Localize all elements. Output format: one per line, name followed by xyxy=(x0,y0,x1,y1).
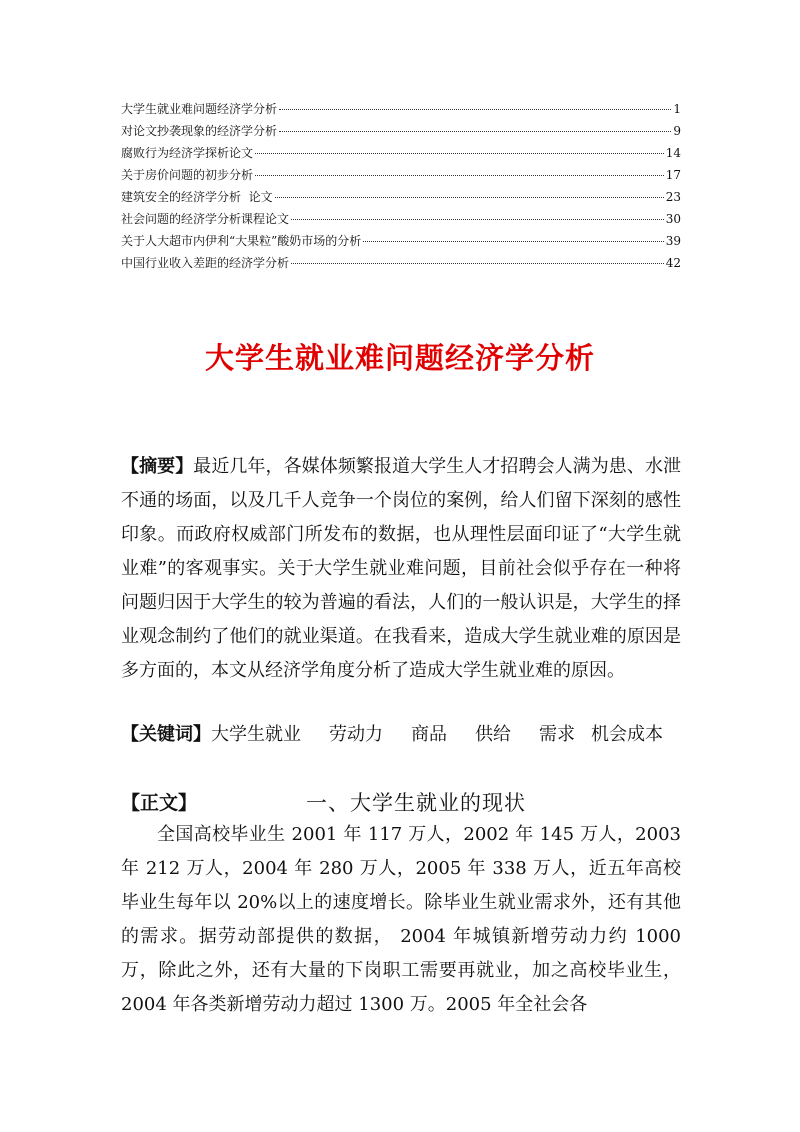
keyword: 劳动力 xyxy=(329,724,383,745)
toc-entry-page: 39 xyxy=(665,234,681,248)
section-label: 【正文】 xyxy=(121,792,198,814)
abstract-text: 最近几年，各媒体频繁报道大学生人才招聘会人满为患、水泄不通的场面，以及几千人竞争一个岗位的案例，给人们留下深刻的感性印象。而政府权威部门所发布的数据，也从理性层面印证了“大学生就业难”的客观事实。关于大学生就业难问题，目前社会似乎存在一种将问题归因于大学生的较为普遍的看法，人们的一般认识是，大学生的择业观念制约了他们的就业渠道。在我看来，造成大学生就业难的原因是多方面的，本文从经济学角度分析了造成大学生就业难的原因。 xyxy=(121,456,682,681)
toc-entry-page: 30 xyxy=(665,212,681,226)
toc-dot-leader xyxy=(363,241,663,242)
keywords-line xyxy=(121,718,701,752)
toc-entry-page: 9 xyxy=(673,124,681,138)
keyword: 需求 xyxy=(539,724,575,745)
toc-entry-title: 大学生就业难问题经济学分析 xyxy=(121,102,278,116)
section-heading: 一、大学生就业的现状 xyxy=(306,791,526,815)
toc-dot-leader xyxy=(279,131,671,132)
toc-dot-leader xyxy=(255,153,664,154)
abstract-paragraph xyxy=(121,450,681,688)
toc-entry-page: 1 xyxy=(673,102,681,116)
toc-entry[interactable] xyxy=(121,164,681,186)
keyword: 商品 xyxy=(411,724,447,745)
toc-entry-page: 17 xyxy=(665,168,681,182)
toc-entry-title: 对论文抄袭现象的经济学分析 xyxy=(121,124,278,138)
table-of-contents xyxy=(121,98,681,274)
toc-entry-title: 建筑安全的经济学分析 论文 xyxy=(121,190,273,204)
keyword: 大学生就业 xyxy=(211,724,301,745)
toc-entry-title: 腐败行为经济学探析论文 xyxy=(121,146,254,160)
toc-entry-page: 42 xyxy=(665,256,681,270)
toc-dot-leader xyxy=(291,263,664,264)
toc-entry-title: 社会问题的经济学分析课程论文 xyxy=(121,212,290,226)
toc-entry[interactable] xyxy=(121,208,681,230)
toc-entry-title: 中国行业收入差距的经济学分析 xyxy=(121,256,290,270)
toc-entry[interactable] xyxy=(121,120,681,142)
toc-entry[interactable] xyxy=(121,252,681,274)
keyword: 供给 xyxy=(475,724,511,745)
keywords-label: 【关键词】 xyxy=(121,724,211,745)
toc-entry[interactable] xyxy=(121,142,681,164)
toc-dot-leader xyxy=(255,175,664,176)
toc-entry[interactable] xyxy=(121,230,681,252)
toc-entry-page: 14 xyxy=(665,146,681,160)
toc-entry-title: 关于房价问题的初步分析 xyxy=(121,168,254,182)
document-title: 大学生就业难问题经济学分析 xyxy=(204,341,595,375)
abstract-label: 【摘要】 xyxy=(121,456,194,477)
toc-entry[interactable] xyxy=(121,98,681,120)
keyword: 机会成本 xyxy=(591,724,663,745)
toc-dot-leader xyxy=(291,219,664,220)
toc-dot-leader xyxy=(275,197,664,198)
toc-entry-page: 23 xyxy=(665,190,681,204)
toc-entry[interactable] xyxy=(121,186,681,208)
section-header-row xyxy=(121,786,681,820)
toc-dot-leader xyxy=(279,109,671,110)
body-paragraph: 全国高校毕业生 2001 年 117 万人，2002 年 145 万人，2003 年 212 万人，2004 年 280 万人，2005 年 338 万人，近五年高校毕业生每年以 20%以上的速度增长。除毕业生就业需求外，还有其他的需求。据劳动部提供的数据， 2004 年城镇新增劳动力约 1000 万，除此之外，还有大量的下岗职工需要再就业，加之高校毕业生，2004 年各类新增劳动力超过 1300 万。2005 年全社会各 xyxy=(121,824,681,1015)
toc-entry-title: 关于人大超市内伊利“大果粒”酸奶市场的分析 xyxy=(121,234,362,248)
